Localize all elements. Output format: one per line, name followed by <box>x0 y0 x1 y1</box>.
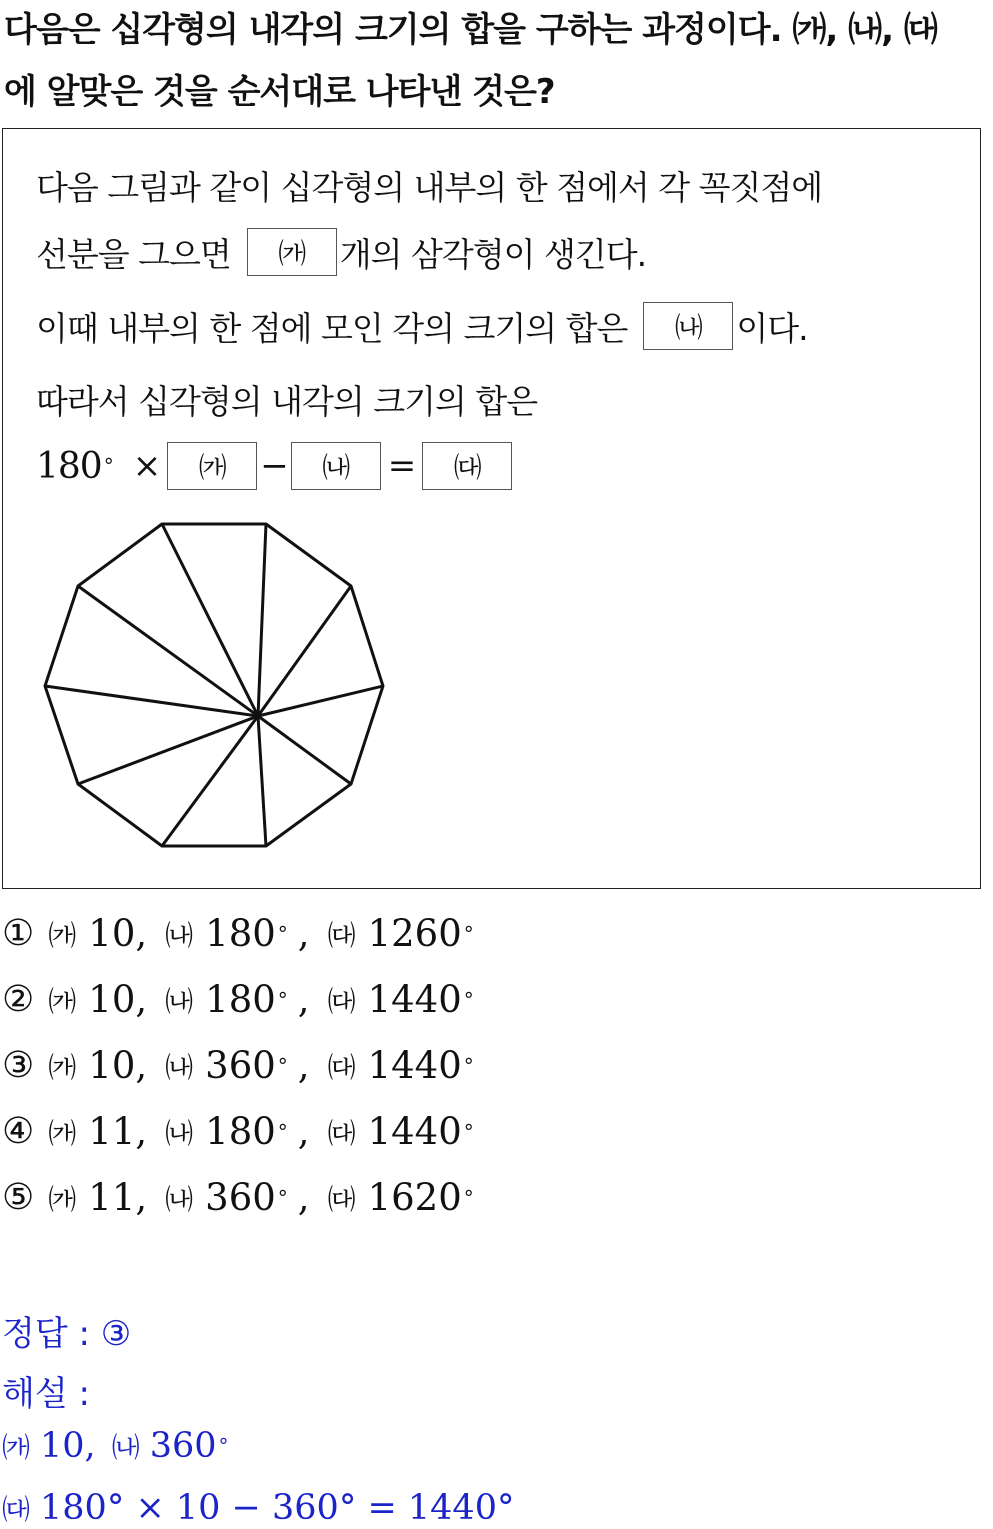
sol-da-formula: 180° × 10 − 360° = 1440° <box>40 1488 515 1528</box>
formula-blank-ga: ㈎ <box>167 442 257 490</box>
box-line-3 <box>36 302 808 350</box>
option-number: ③ <box>2 1045 35 1086</box>
option-da-degree: ° <box>463 921 474 946</box>
box-line-3a-text: 이때 내부의 한 점에 모인 각의 크기의 합은 <box>36 308 628 348</box>
segment-5 <box>258 716 351 784</box>
option-number: ⑤ <box>2 1177 35 1218</box>
option-3[interactable] <box>2 1044 474 1087</box>
option-da-degree: ° <box>463 1185 474 1210</box>
option-comma: , <box>135 978 148 1021</box>
blank-ga: ㈎ <box>247 228 337 276</box>
formula-equals: = <box>387 446 416 486</box>
option-ga-value: 10 <box>88 912 136 955</box>
option-ga-value: 11 <box>88 1110 136 1153</box>
sol-tag-na: ㈏ <box>111 1431 140 1464</box>
box-line-4 <box>36 376 537 423</box>
option-ga-value: 11 <box>88 1176 136 1219</box>
option-tag-na: ㈏ <box>165 1050 194 1084</box>
segment-8 <box>78 716 258 784</box>
explanation-label: 해설 : <box>2 1374 90 1414</box>
formula-180: 180 <box>36 445 102 487</box>
option-tag-ga: ㈎ <box>48 1050 77 1084</box>
option-5[interactable] <box>2 1176 474 1219</box>
sol-tag-da: ㈐ <box>2 1493 31 1526</box>
box-line-2 <box>36 228 646 276</box>
option-tag-na: ㈏ <box>165 1116 194 1150</box>
option-comma: , <box>135 1110 148 1153</box>
option-ga-value: 10 <box>88 978 136 1021</box>
box-line-1-text: 다음 그림과 같이 십각형의 내부의 한 점에서 각 꼭짓점에 <box>36 168 823 207</box>
option-comma: , <box>297 978 310 1021</box>
option-ga-value: 10 <box>88 1044 136 1087</box>
option-tag-da: ㈐ <box>327 1182 356 1216</box>
box-line-4-text: 따라서 십각형의 내각의 크기의 합은 <box>36 382 538 421</box>
option-da-value: 1440 <box>367 1044 462 1087</box>
option-comma: , <box>135 1176 148 1219</box>
option-na-degree: ° <box>277 987 288 1012</box>
option-na-value: 180 <box>205 1110 276 1153</box>
option-4[interactable] <box>2 1110 474 1153</box>
option-tag-da: ㈐ <box>327 1116 356 1150</box>
segment-6 <box>258 716 266 846</box>
option-tag-na: ㈏ <box>165 984 194 1018</box>
option-da-value: 1620 <box>367 1176 462 1219</box>
option-na-value: 180 <box>205 912 276 955</box>
solution-line-1 <box>2 1426 229 1466</box>
sol-na-value: 360 <box>149 1426 217 1466</box>
option-da-degree: ° <box>463 1119 474 1144</box>
option-na-value: 360 <box>205 1176 276 1219</box>
question-line-2: 에 알맞은 것을 순서대로 나타낸 것은? <box>4 72 555 112</box>
option-2[interactable] <box>2 978 474 1021</box>
segment-2 <box>258 524 266 716</box>
option-1[interactable] <box>2 912 474 955</box>
option-comma: , <box>297 1110 310 1153</box>
blank-na: ㈏ <box>643 302 733 350</box>
formula-minus: − <box>260 446 288 486</box>
sol-na-degree: ° <box>218 1434 229 1458</box>
option-da-degree: ° <box>463 1053 474 1078</box>
option-da-value: 1260 <box>367 912 462 955</box>
option-na-value: 360 <box>205 1044 276 1087</box>
option-number: ① <box>2 913 35 954</box>
box-line-2b-text: 개의 삼각형이 생긴다. <box>339 234 647 274</box>
option-comma: , <box>135 912 148 955</box>
question-line-1: 다음은 십각형의 내각의 크기의 합을 구하는 과정이다. ㈎, ㈏, ㈐ <box>4 10 937 50</box>
solution-line-2 <box>2 1488 514 1528</box>
option-tag-na: ㈏ <box>165 918 194 952</box>
option-na-degree: ° <box>277 1185 288 1210</box>
segment-10 <box>78 586 258 716</box>
segment-1 <box>162 524 258 716</box>
option-na-degree: ° <box>277 921 288 946</box>
decagon-figure <box>30 510 400 860</box>
option-da-degree: ° <box>463 987 474 1012</box>
option-tag-ga: ㈎ <box>48 984 77 1018</box>
answer-label: 정답 : ③ <box>2 1314 132 1354</box>
sol-ga-value: 10, <box>40 1426 96 1466</box>
option-tag-da: ㈐ <box>327 1050 356 1084</box>
segment-9 <box>45 686 258 716</box>
option-number: ④ <box>2 1111 35 1152</box>
formula-line <box>36 442 515 490</box>
option-tag-na: ㈏ <box>165 1182 194 1216</box>
option-tag-ga: ㈎ <box>48 1116 77 1150</box>
option-comma: , <box>297 1176 310 1219</box>
box-line-2a-text: 선분을 그으면 <box>36 234 231 274</box>
formula-times: × <box>132 446 161 486</box>
option-na-degree: ° <box>277 1053 288 1078</box>
option-comma: , <box>297 1044 310 1087</box>
option-tag-ga: ㈎ <box>48 1182 77 1216</box>
option-tag-ga: ㈎ <box>48 918 77 952</box>
option-tag-da: ㈐ <box>327 984 356 1018</box>
formula-degree: ° <box>103 454 113 478</box>
option-da-value: 1440 <box>367 978 462 1021</box>
formula-blank-da: ㈐ <box>422 442 512 490</box>
option-na-degree: ° <box>277 1119 288 1144</box>
option-comma: , <box>135 1044 148 1087</box>
formula-blank-na: ㈏ <box>291 442 381 490</box>
box-line-1 <box>36 162 822 209</box>
option-comma: , <box>297 912 310 955</box>
option-number: ② <box>2 979 35 1020</box>
option-na-value: 180 <box>205 978 276 1021</box>
box-line-3b-text: 이다. <box>736 308 808 348</box>
option-da-value: 1440 <box>367 1110 462 1153</box>
sol-tag-ga: ㈎ <box>2 1431 31 1464</box>
option-tag-da: ㈐ <box>327 918 356 952</box>
